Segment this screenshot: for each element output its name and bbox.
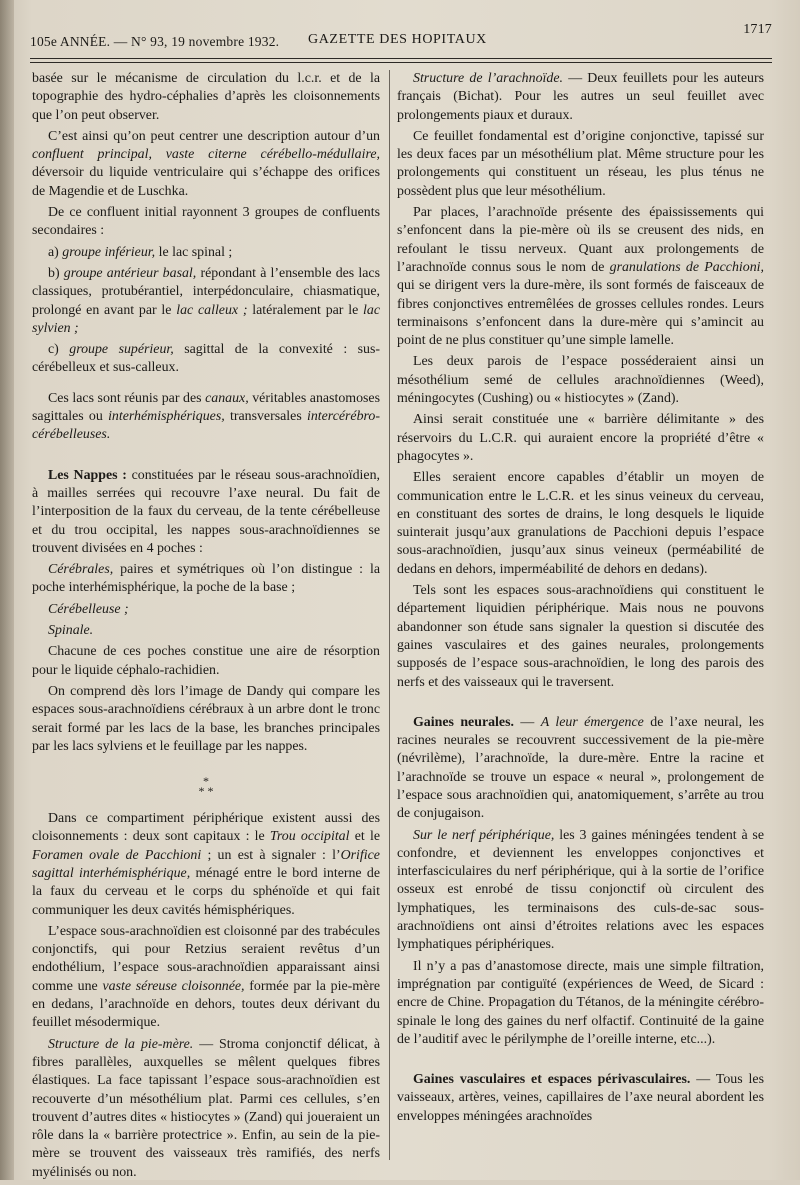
header-rule-bottom — [30, 62, 772, 63]
paragraph: L’espace sous-arachnoïdien est cloisonné par des trabécules conjonctifs, qui pour Retzius seraient revêtus d’un endothélium, l’espace sous-arachnoïdien apparaissant ainsi comme une vaste séreuse cloisonnée, formée par la pie-mère en dedans, l’arachnoïde en dehors, toutes deux dérivant du feuillet mésodermique. — [32, 923, 380, 1031]
paragraph: Structure de l’arachnoïde. — Deux feuillets pour les auteurs français (Bichat). Pour les autres un seul feuillet avec prolongements piaux et duraux. — [397, 71, 765, 123]
paragraph: Dans ce compartiment périphérique existent aussi des cloisonnements : deux sont capitaux : le Trou occipital et le Foramen ovale de Pacchioni ; un est à signaler : l’Orifice sagittal interhémisphérique, ménagé entre le bord interne de la faux du cerveau et le corps du sphénoïde et qui fait communiquer les deux cavités hémisphériques. — [32, 811, 380, 918]
list-item: Cérébrales, paires et symétriques où l’on distingue : la poche interhémisphérique, la poche de la base ; — [32, 562, 380, 596]
list-item: b) groupe antérieur basal, répondant à l’ensemble des lacs classiques, protubérantiel, interpédonculaire, chiasmatique, prolongé en avant par le lac calleux ; latéralement par le lac sylvien ; — [32, 265, 380, 336]
paragraph: On comprend dès lors l’image de Dandy qui compare les espaces sous-arachnoïdiens cérébraux à un arbre dont le tronc serait formé par les lacs de la base, les branches principales par les lacs sylviens et le feuillage par les nappes. — [32, 683, 380, 754]
paragraph: Ce feuillet fondamental est d’origine conjonctive, tapissé sur les deux faces par un mésothélium plat. Même structure pour les prolongements qui constituent un réseau, les plus ténus ne possèdent plus que leur mésothélium. — [397, 128, 764, 199]
paragraph: Sur le nerf périphérique, les 3 gaines méningées tendent à se confondre, et deviennent les enveloppes conjonctives et interfasciculaires du nerf périphérique, qui à la sortie de l’orifice osseux est enrobé de tissu conjonctif où circulent des lymphatiques, les terminaisons des culs-de-sac sous-arachnoïdiens ont ainsi d’étroites relations avec les espaces lymphatiques périphériques. — [397, 827, 765, 953]
paragraph: Tels sont les espaces sous-arachnoïdiens qui constituent le département liquidien périphérique. Mais nous ne pouvons abandonner son étude sans signaler la question si discutée des gaines vasculaires et des gaines neurales, prolongements supposés de l’espace sous-arachnoïdien, le long des parois des nerfs et des vaisseaux qui le traversent. — [397, 583, 764, 690]
section-asterism: * * * — [198, 774, 214, 799]
paragraph: Il n’y a pas d’anastomose directe, mais une simple filtration, imprégnation par contiguïté (expériences de Weed, de Sicard : encre de Chine. Propagation du Tétanos, de la méningite cérébro-spinale le long des gaines du nerf olfactif. Continuité de la gaine de l’auditif avec le périlymphe de l’oreille interne, etc...). — [397, 958, 764, 1047]
paragraph: Structure de la pie-mère. — Stroma conjonctif délicat, à fibres parallèles, auxquelles se mêlent quelques fibres élastiques. La face tapissant l’espace sous-arachnoïdien est recouverte d’un mésothélium plat. Parmi ces cellules, s’en trouvent d’autres dites « histiocytes » (Zand) qui joueraient un rôle dans la « barrière protectrice ». Enfin, au sein de la pie-mère se trouvent des vaisseaux très ramifiés, des nerfs myélinisés ou non. — [32, 1036, 380, 1180]
paragraph: De ce confluent initial rayonnent 3 groupes de confluents secondaires : — [32, 205, 380, 239]
list-item: a) groupe inférieur, le lac spinal ; — [48, 244, 233, 260]
paragraph: C’est ainsi qu’on peut centrer une description autour d’un confluent principal, vaste citerne cérébello-médullaire, déversoir du liquide ventriculaire qui s’échappe des orifices de Magendie et de Luschka. — [32, 128, 380, 199]
header-journal-title: GAZETTE DES HOPITAUX — [308, 32, 487, 47]
paragraph: Ces lacs sont réunis par des canaux, véritables anastomoses sagittales ou interhémisphériques, transversales intercérébro-cérébelleuses. — [32, 390, 380, 443]
paragraph: Par places, l’arachnoïde présente des épaississements qui s’enfoncent dans la pie-mère où ils se creusent des nids, en refoulant le tissu nerveux. Quant aux prolongements de l’arachnoïde connus sous le nom de granulations de Pacchioni, qui se dirigent vers la dure-mère, ils sont formés de faisceaux de fibres conjonctives entremêlées de grosses cellules rondes. Leurs terminaisons s’enfoncent dans la dure-mère qui s’amincit au point de ne plus constituer qu’une simple lamelle. — [397, 205, 764, 349]
paragraph: Gaines vasculaires et espaces périvasculaires. — Tous les vaisseaux, artères, veines, capillaires de l’axe neural abordent les enveloppes méningées arachnoïdes — [397, 1072, 764, 1124]
header-rule-top — [30, 58, 772, 59]
column-divider — [389, 70, 390, 1160]
header-issue-info: 105e ANNÉE. — N° 93, 19 novembre 1932. — [30, 34, 280, 49]
paragraph: Les Nappes : constituées par le réseau sous-arachnoïdien, à mailles serrées qui recouvre l’axe neural. Du fait de l’interposition de la faux du cerveau, de la tente cérébelleuse et du trou occipital, les nappes sous-arachnoïdiennes se trouvent divisées en 4 poches : — [32, 467, 380, 556]
list-item: Cérébelleuse ; — [48, 601, 129, 617]
right-column — [397, 70, 764, 1129]
page-header — [30, 22, 772, 56]
page-binding-shadow — [0, 0, 14, 1180]
paragraph: Ainsi serait constituée une « barrière délimitante » des réservoirs du L.C.R. qui auraient encore la propriété d’être « phagocytes ». — [397, 412, 764, 464]
list-item: Spinale. — [48, 623, 94, 639]
paragraph: Gaines neurales. — A leur émergence de l’axe neural, les racines neurales se recouvrent successivement de la pie-mère (névrilème), l’arachnoïde, la dure-mère. Entre la racine et l’arachnoïde se trouve un espace « neural », prolongement de l’espace sous arachnoïdien qui, anatomiquement, s’arrête au trou de conjugaison. — [397, 714, 765, 822]
paragraph: Elles seraient encore capables d’établir un moyen de communication entre le L.C.R. et les sinus veineux du cerveau, en constituant des sortes de drains, le long desquels le liquide suinterait jusqu’aux granulations de Pacchioni depuis l’espace sous-arachnoïdien, jusqu’aux sinus veineux (perméabilité de dedans en dehors, imperméabilité de dehors en dedans). — [397, 470, 764, 577]
left-column — [32, 70, 380, 1185]
paragraph: basée sur le mécanisme de circulation du l.c.r. et de la topographie des hydro-céphalies d’après les cloisonnements que l’on peut observer. — [32, 71, 380, 123]
list-item: c) groupe supérieur, sagittal de la convexité : sus-cérébelleux et sus-calleux. — [32, 342, 381, 376]
header-page-number: 1717 — [743, 22, 772, 37]
paragraph: Chacune de ces poches constitue une aire de résorption pour le liquide céphalo-rachidien. — [32, 644, 380, 678]
paragraph: Les deux parois de l’espace posséderaient ainsi un mésothélium semé de cellules arachnoïdiennes (Weed), méningocytes (Cushing) ou « histiocytes » (Zand). — [397, 354, 764, 407]
